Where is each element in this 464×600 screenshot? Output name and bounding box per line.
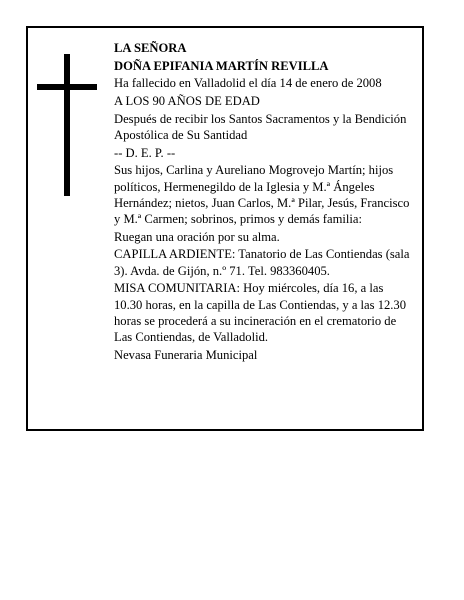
rip-line: -- D. E. P. --: [114, 145, 176, 160]
death-announcement: Ha fallecido en Valladolid el día 14 de enero de 2008: [114, 76, 382, 91]
cross-horizontal-bar: [37, 84, 97, 90]
family-list: Sus hijos, Carlina y Aureliano Mogrovejo Martín; hijos políticos, Hermenegildo de la Iglesia y M.ª Ángeles Hernández; nietos, Juan Carlos, M.ª Pilar, Jesús, Francisco y M.ª Carmen; sobrinos, primos y demás familia:: [114, 163, 410, 227]
mass-info: MISA COMUNITARIA: Hoy miércoles, día 16, a las 10.30 horas, en la capilla de Las Contiendas, y a las 12.30 horas se procederá a su incineración en el crematorio de Las Contiendas, de Valladolid.: [114, 281, 407, 344]
obituary-text: [114, 40, 414, 364]
honorific-line: LA SEÑORA: [114, 41, 187, 55]
age-line: A LOS 90 AÑOS DE EDAD: [114, 94, 260, 109]
deceased-name: DOÑA EPIFANIA MARTÍN REVILLA: [114, 58, 329, 73]
chapel-info: CAPILLA ARDIENTE: Tanatorio de Las Contiendas (sala 3). Avda. de Gijón, n.º 71. Tel. 983360405.: [114, 247, 410, 278]
sacraments-line: Después de recibir los Santos Sacramentos y la Bendición Apostólica de Su Santidad: [114, 111, 407, 143]
funeral-home: Nevasa Funeraria Municipal: [114, 347, 258, 362]
prayer-request: Ruegan una oración por su alma.: [114, 229, 280, 244]
cross-vertical-bar: [64, 54, 70, 196]
